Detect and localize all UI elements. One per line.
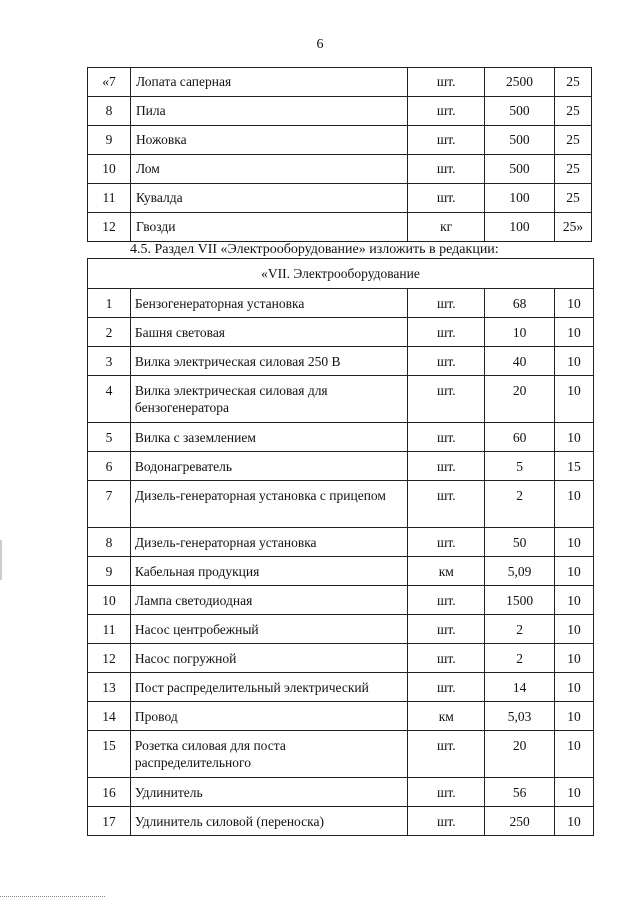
item-name: Вилка с заземлением bbox=[130, 423, 407, 452]
item-term: 10 bbox=[555, 644, 594, 673]
item-unit: шт. bbox=[408, 452, 485, 481]
row-number: 7 bbox=[88, 481, 131, 528]
item-name: Лом bbox=[130, 155, 407, 184]
item-unit: шт. bbox=[408, 126, 485, 155]
item-quantity: 500 bbox=[485, 97, 555, 126]
table-row bbox=[88, 481, 594, 528]
item-term: 10 bbox=[555, 289, 594, 318]
table-row bbox=[88, 452, 594, 481]
item-quantity: 10 bbox=[485, 318, 555, 347]
item-term: 10 bbox=[555, 702, 594, 731]
item-quantity: 250 bbox=[485, 807, 555, 836]
item-term: 25 bbox=[555, 97, 592, 126]
row-number: 17 bbox=[88, 807, 131, 836]
item-name: Розетка силовая для поста распределительного bbox=[130, 731, 407, 778]
item-unit: шт. bbox=[408, 155, 485, 184]
item-name: Удлинитель силовой (переноска) bbox=[130, 807, 407, 836]
row-number: 1 bbox=[88, 289, 131, 318]
section-title: «VII. Электрооборудование bbox=[88, 259, 594, 289]
item-quantity: 20 bbox=[485, 731, 555, 778]
item-term: 10 bbox=[555, 615, 594, 644]
table-row bbox=[88, 318, 594, 347]
item-quantity: 5,09 bbox=[485, 557, 555, 586]
item-unit: шт. bbox=[408, 731, 485, 778]
item-term: 10 bbox=[555, 376, 594, 423]
row-number: 9 bbox=[88, 557, 131, 586]
item-quantity: 50 bbox=[485, 528, 555, 557]
item-term: 10 bbox=[555, 528, 594, 557]
item-quantity: 2 bbox=[485, 644, 555, 673]
item-quantity: 68 bbox=[485, 289, 555, 318]
row-number: 13 bbox=[88, 673, 131, 702]
item-name: Кувалда bbox=[130, 184, 407, 213]
table-row bbox=[88, 68, 592, 97]
table-row bbox=[88, 673, 594, 702]
row-number: 5 bbox=[88, 423, 131, 452]
item-unit: шт. bbox=[408, 184, 485, 213]
row-number: 10 bbox=[88, 586, 131, 615]
item-unit: шт. bbox=[408, 97, 485, 126]
item-unit: км bbox=[408, 557, 485, 586]
item-term: 25 bbox=[555, 126, 592, 155]
item-name: Лопата саперная bbox=[130, 68, 407, 97]
item-name: Кабельная продукция bbox=[130, 557, 407, 586]
row-number: 16 bbox=[88, 778, 131, 807]
item-term: 10 bbox=[555, 731, 594, 778]
row-number: «7 bbox=[88, 68, 131, 97]
item-quantity: 100 bbox=[485, 184, 555, 213]
item-term: 25 bbox=[555, 155, 592, 184]
equipment-table-continued bbox=[87, 67, 592, 242]
item-name: Дизель-генераторная установка bbox=[130, 528, 407, 557]
item-name: Лампа светодиодная bbox=[130, 586, 407, 615]
item-quantity: 56 bbox=[485, 778, 555, 807]
item-term: 10 bbox=[555, 347, 594, 376]
item-term: 10 bbox=[555, 807, 594, 836]
item-name: Насос погружной bbox=[130, 644, 407, 673]
item-quantity: 2 bbox=[485, 615, 555, 644]
item-name: Башня световая bbox=[130, 318, 407, 347]
item-term: 15 bbox=[555, 452, 594, 481]
item-quantity: 2 bbox=[485, 481, 555, 528]
item-name: Удлинитель bbox=[130, 778, 407, 807]
item-quantity: 100 bbox=[485, 213, 555, 242]
item-unit: км bbox=[408, 702, 485, 731]
table-row bbox=[88, 97, 592, 126]
row-number: 8 bbox=[88, 528, 131, 557]
item-unit: шт. bbox=[408, 586, 485, 615]
section-intro: 4.5. Раздел VII «Электрооборудование» изложить в редакции: bbox=[130, 242, 499, 257]
table-row bbox=[88, 289, 594, 318]
item-unit: шт. bbox=[408, 318, 485, 347]
item-name: Провод bbox=[130, 702, 407, 731]
table-row bbox=[88, 778, 594, 807]
table-row bbox=[88, 184, 592, 213]
table-row bbox=[88, 423, 594, 452]
item-unit: шт. bbox=[408, 778, 485, 807]
item-term: 10 bbox=[555, 586, 594, 615]
row-number: 6 bbox=[88, 452, 131, 481]
row-number: 11 bbox=[88, 615, 131, 644]
item-unit: шт. bbox=[408, 481, 485, 528]
item-unit: шт. bbox=[408, 673, 485, 702]
item-name: Пост распределительный электрический bbox=[130, 673, 407, 702]
electrical-equipment-table bbox=[87, 258, 594, 836]
row-number: 15 bbox=[88, 731, 131, 778]
item-unit: шт. bbox=[408, 347, 485, 376]
table-row bbox=[88, 528, 594, 557]
row-number: 11 bbox=[88, 184, 131, 213]
item-quantity: 500 bbox=[485, 126, 555, 155]
table-row bbox=[88, 155, 592, 184]
row-number: 9 bbox=[88, 126, 131, 155]
row-number: 8 bbox=[88, 97, 131, 126]
item-term: 25 bbox=[555, 68, 592, 97]
item-name: Вилка электрическая силовая 250 В bbox=[130, 347, 407, 376]
item-quantity: 500 bbox=[485, 155, 555, 184]
item-quantity: 40 bbox=[485, 347, 555, 376]
table-row bbox=[88, 557, 594, 586]
item-unit: шт. bbox=[408, 423, 485, 452]
item-name: Пила bbox=[130, 97, 407, 126]
row-number: 14 bbox=[88, 702, 131, 731]
item-unit: шт. bbox=[408, 807, 485, 836]
table-row bbox=[88, 615, 594, 644]
item-term: 10 bbox=[555, 557, 594, 586]
item-term: 10 bbox=[555, 423, 594, 452]
row-number: 3 bbox=[88, 347, 131, 376]
table-row bbox=[88, 702, 594, 731]
item-term: 10 bbox=[555, 481, 594, 528]
item-name: Вилка электрическая силовая для бензогенератора bbox=[130, 376, 407, 423]
item-unit: шт. bbox=[408, 644, 485, 673]
item-name: Бензогенераторная установка bbox=[130, 289, 407, 318]
table-row bbox=[88, 376, 594, 423]
item-quantity: 5 bbox=[485, 452, 555, 481]
scan-margin-mark bbox=[0, 540, 2, 580]
item-quantity: 2500 bbox=[485, 68, 555, 97]
table-row bbox=[88, 347, 594, 376]
table-row bbox=[88, 644, 594, 673]
item-quantity: 20 bbox=[485, 376, 555, 423]
row-number: 4 bbox=[88, 376, 131, 423]
item-unit: шт. bbox=[408, 68, 485, 97]
item-term: 25 bbox=[555, 184, 592, 213]
section-title-row bbox=[88, 259, 594, 289]
item-unit: кг bbox=[408, 213, 485, 242]
item-term: 10 bbox=[555, 318, 594, 347]
item-unit: шт. bbox=[408, 289, 485, 318]
footer-line bbox=[0, 896, 105, 897]
table-row bbox=[88, 126, 592, 155]
table-row bbox=[88, 731, 594, 778]
item-name: Ножовка bbox=[130, 126, 407, 155]
item-term: 10 bbox=[555, 673, 594, 702]
row-number: 12 bbox=[88, 213, 131, 242]
item-quantity: 5,03 bbox=[485, 702, 555, 731]
item-name: Гвозди bbox=[130, 213, 407, 242]
item-name: Водонагреватель bbox=[130, 452, 407, 481]
item-name: Насос центробежный bbox=[130, 615, 407, 644]
row-number: 10 bbox=[88, 155, 131, 184]
item-quantity: 60 bbox=[485, 423, 555, 452]
item-term: 25» bbox=[555, 213, 592, 242]
item-unit: шт. bbox=[408, 376, 485, 423]
table-row bbox=[88, 586, 594, 615]
table-row bbox=[88, 807, 594, 836]
item-quantity: 1500 bbox=[485, 586, 555, 615]
item-name: Дизель-генераторная установка с прицепом bbox=[130, 481, 407, 528]
item-unit: шт. bbox=[408, 615, 485, 644]
page-number: 6 bbox=[316, 37, 324, 52]
item-quantity: 14 bbox=[485, 673, 555, 702]
item-unit: шт. bbox=[408, 528, 485, 557]
table-row bbox=[88, 213, 592, 242]
item-term: 10 bbox=[555, 778, 594, 807]
row-number: 2 bbox=[88, 318, 131, 347]
row-number: 12 bbox=[88, 644, 131, 673]
